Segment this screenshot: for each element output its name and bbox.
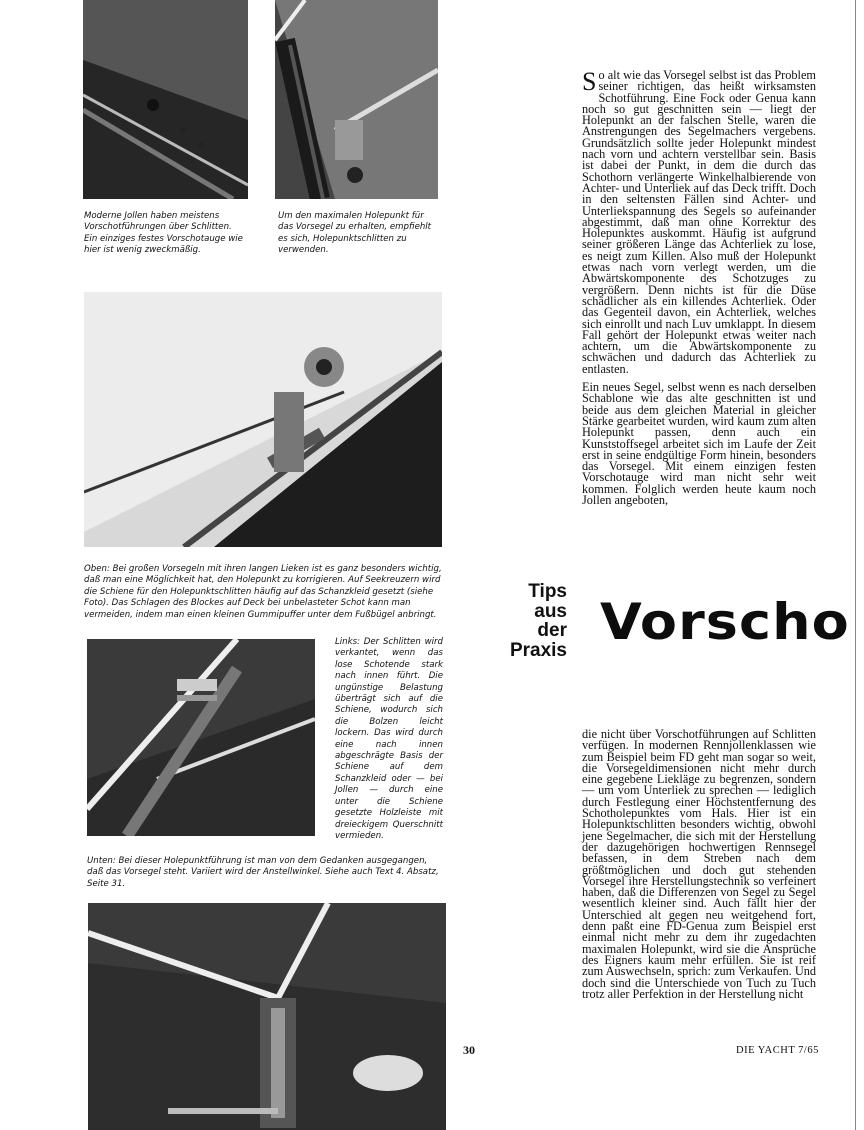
footer-publication: DIE YACHT 7/65	[736, 1045, 819, 1056]
page-edge-line	[855, 0, 856, 1130]
section-label-line-1: Tips	[528, 581, 567, 602]
caption-middle: Oben: Bei großen Vorsegeln mit ihren langen Lieken ist es ganz besonders wichtig, daß man eine Möglichkeit hat, den Holepunkt zu korrigieren. Auf Seekreuzern wird die Schiene für den Holepunktschlitten häufig auf das Schanzkleid gesetzt (siehe Foto). Das Schlagen des Blockes auf Deck bei unbelasteter Schot kann man vermeiden, indem man einen kleinen Gummipuffer unter dem Fußbügel anbringt.	[84, 564, 442, 620]
article-paragraph-2: Ein neues Segel, selbst wenn es nach derselben Schablone wie das alte geschnitten ist und beide aus dem gleichen Material in gleicher Stärke gearbeitet wurden, wird kaum zum alten Holepunkt passen, denn auch ein Kunststoffsegel arbeitet sich im Laufe der Zeit erst in seine endgültige Form hinein, besonders das Vorsegel. Mit einem einzigen festen Vorschotauge wird man nicht sehr weit kommen. Folglich werden heute kaum noch Jollen angeboten,	[582, 380, 816, 507]
article-column-2	[582, 729, 816, 1007]
article-headline: Vorscho	[600, 593, 850, 651]
caption-top-left: Moderne Jollen haben meistens Vorschotführungen über Schlitten. Ein einziges festes Vorschotauge wie hier ist wenig zweckmäßig.	[84, 211, 243, 256]
article-paragraph-1: o alt wie das Vorsegel selbst ist das Problem seiner richtigen, das heißt wirksamsten Schotführung. Eine Fock oder Genua kann noch so gut geschnitten sein — liegt der Holepunkt an der falschen Stelle, waren die Anstrengungen des Segelmachers vergebens. Grundsätzlich sollte jeder Holepunkt mindest nach vorn und achtern verstellbar sein. Basis ist dabei der Punkt, in dem die durch das Schothorn verlängerte Winkelhalbierende von Achter- und Unterliek auf das Deck trifft. Doch in den seltensten Fällen sind Achter- und Unterliekspannung des Segels so aufeinander abgestimmt, daß man ohne Korrektur des Holepunktes auskommt. Häufig ist aufgrund seiner größeren Länge das Achterliek zu lose, es neigt zum Killen. Also muß der Holepunkt etwas nach vorn verlegt werden, um die Abwärtskomponente des Schotzuges zu vergrößern. Denn nichts ist für die Düse schädlicher als ein killendes Achterliek. Oder das Gegenteil davon, ein Achterliek, welches sich einrollt und nach Luv umklappt. In diesem Fall gehört der Holepunkt etwas weiter nach achtern, um die Abwärtskomponente zu schwächen und dadurch das Achterliek zu entlasten.	[582, 68, 816, 376]
photo-schanzkleid-schiene	[84, 292, 442, 547]
article-column-1	[582, 67, 816, 513]
photo-schlitten-verkantet	[87, 639, 315, 836]
photo-jolle-vorschotauge	[83, 0, 248, 199]
page-number: 30	[463, 1043, 475, 1057]
photo-holepunktschlitten	[275, 0, 438, 199]
caption-unten: Unten: Bei dieser Holepunktführung ist man von dem Gedanken ausgegangen, daß das Vorsegel steht. Variiert wird der Anstellwinkel. Siehe auch Text 4. Absatz, Seite 31.	[87, 856, 439, 889]
article-paragraph-3: die nicht über Vorschotführungen auf Schlitten verfügen. In modernen Rennjollenklassen wie zum Beispiel beim FD geht man sogar so weit, die Vorsegeldimensionen nicht mehr durch eine gegebene Liekläge zu begrenzen, sondern — um vom Unterliek zu sprechen — lediglich durch Festlegung einer Höchstentfernung des Schotholepunktes vom Hals. Hier ist ein Holepunktschlitten besonders wichtig, obwohl jene Segelmacher, die sich mit der Herstellung der dazugehörigen hochwertigen Rennsegel befassen, in dem Streben nach dem größtmöglichen und doch gut stehenden Vorsegel ihre Herstellungstechnik so verfeinert haben, daß die Differenzen von Segel zu Segel wesentlich kleiner sind. Auch fällt hier der Unterschied alt gegen neu weitgehend fort, denn paßt eine FD-Genua zum Beispiel erst einmal nicht mehr zu dem ihr zugedachten maximalen Holepunkt, wird sie die Ansprüche des Eigners kaum mehr erfüllen. Sie ist reif zum Auswechseln, sprich: zum Verkaufen. Und doch sind die Unterschiede von Tuch zu Tuch trotz aller Perfektion in der Herstellung nicht	[582, 727, 816, 1001]
section-label	[510, 582, 567, 660]
section-label-line-3: der	[537, 620, 567, 641]
caption-links: Links: Der Schlitten wird verkantet, wenn das lose Schotende stark nach innen führt. Die ungünstige Belastung überträgt sich auf die Schiene, wodurch sich die Bolzen leicht lockern. Das wird durch eine nach innen abgeschrägte Basis der Schiene auf dem Schanzkleid oder — bei Jollen — durch eine unter die Schiene gesetzte Holzleiste mit dreieckigem Querschnitt vermieden.	[335, 637, 443, 841]
photo-holepunktfuehrung	[88, 903, 446, 1130]
dropcap: S	[582, 67, 597, 96]
section-label-line-4: Praxis	[509, 639, 567, 661]
section-label-line-2: aus	[534, 600, 567, 622]
caption-top-right: Um den maximalen Holepunkt für das Vorsegel zu erhalten, empfiehlt es sich, Holepunktschlitten zu verwenden.	[278, 211, 432, 256]
